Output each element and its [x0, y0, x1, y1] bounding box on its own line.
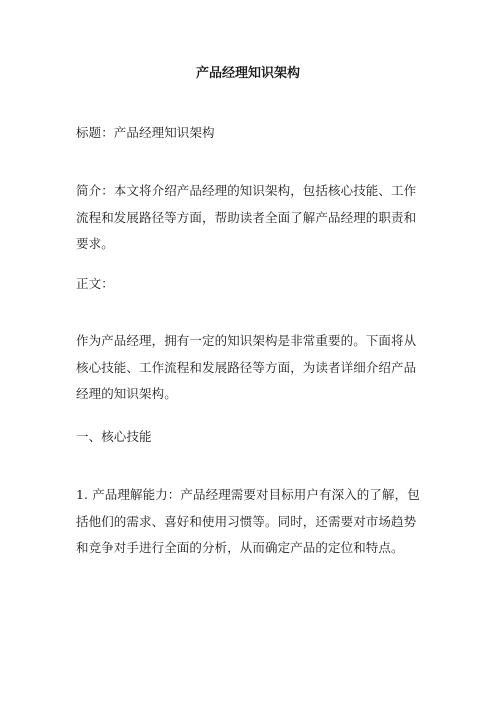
- intro-paragraph: 简介：本文将介绍产品经理的知识架构，包括核心技能、工作流程和发展路径等方面，帮助读者全面了解产品经理的职责和要求。: [76, 183, 417, 251]
- document-title: 产品经理知识架构: [195, 66, 300, 81]
- body-label: 正文：: [76, 276, 114, 291]
- section-heading-core-skills: 一、核心技能: [76, 429, 152, 444]
- list-item-product-understanding: 1. 产品理解能力：产品经理需要对目标用户有深入的了解，包括他们的需求、喜好和使用习惯等。同时，还需要对市场趋势和竞争对手进行全面的分析，从而确定产品的定位和特点。: [76, 487, 420, 555]
- body-intro-paragraph: 作为产品经理，拥有一定的知识架构是非常重要的。下面将从核心技能、工作流程和发展路径等方面，为读者详细介绍产品经理的知识架构。: [76, 333, 417, 401]
- title-line: 标题：产品经理知识架构: [76, 125, 215, 140]
